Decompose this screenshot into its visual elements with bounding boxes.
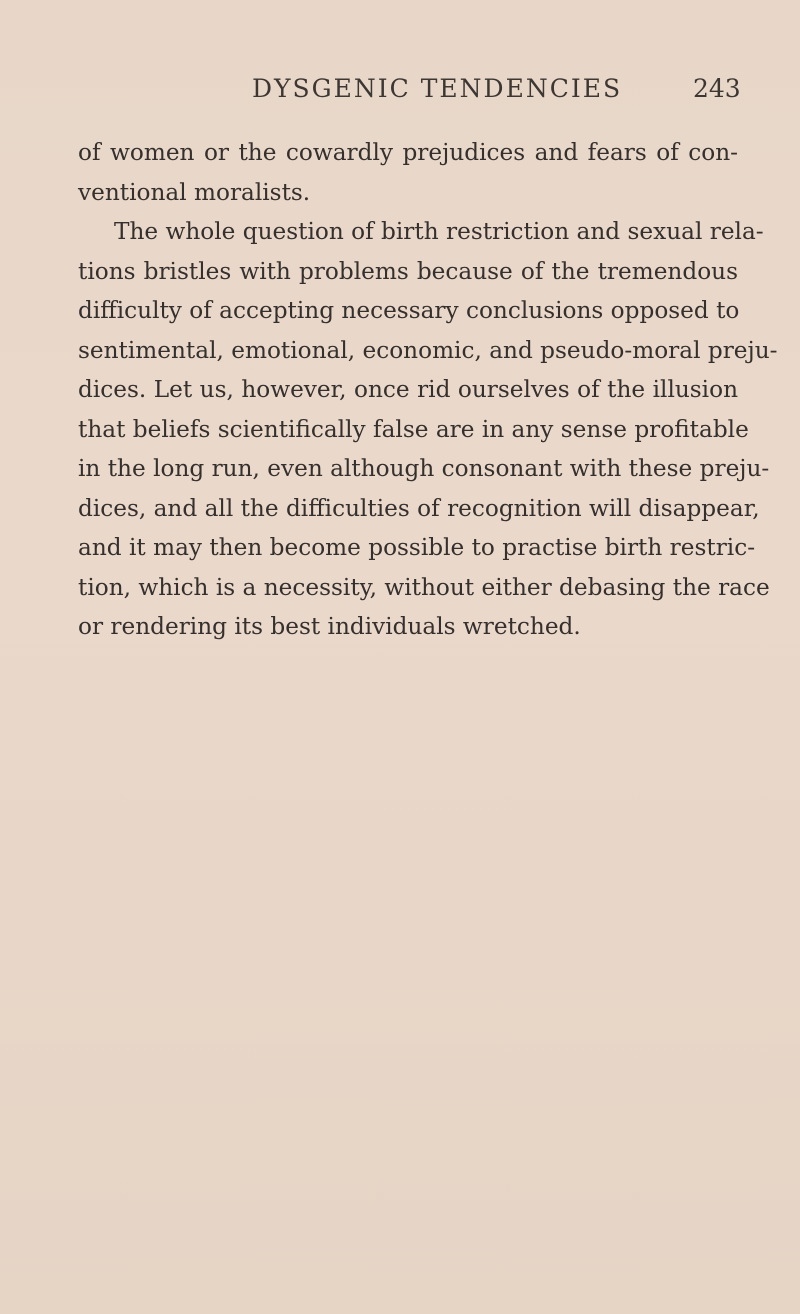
text-line: The whole question of birth restriction and sexual rela- — [114, 218, 764, 245]
text-line: dices. Let us, however, once rid ourselves of the illusion — [78, 376, 738, 403]
text-line: difficulty of accepting necessary conclusions opposed to — [78, 297, 740, 324]
text-line: in the long run, even although consonant with these preju- — [78, 455, 770, 482]
text-line: sentimental, emotional, economic, and pseudo-moral preju- — [78, 336, 778, 364]
running-head — [0, 74, 800, 114]
text-line: of women or the cowardly prejudices and fears of con- — [78, 139, 738, 166]
text-line: tions bristles with problems because of the tremendous — [78, 257, 738, 285]
text-line: ventional moralists. — [78, 178, 311, 206]
text-line: tion, which is a necessity, without either debasing the race — [78, 573, 770, 601]
page-number: 243 — [693, 74, 741, 103]
text-line: or rendering its best individuals wretched. — [78, 613, 581, 640]
text-line: dices, and all the difficulties of recognition will disappear, — [78, 494, 760, 522]
body-text — [78, 133, 778, 647]
running-title: DYSGENIC TENDENCIES — [252, 74, 623, 103]
text-line: and it may then become possible to practise birth restric- — [78, 534, 756, 561]
text-line: that beliefs scientifically false are in any sense profitable — [78, 415, 749, 443]
